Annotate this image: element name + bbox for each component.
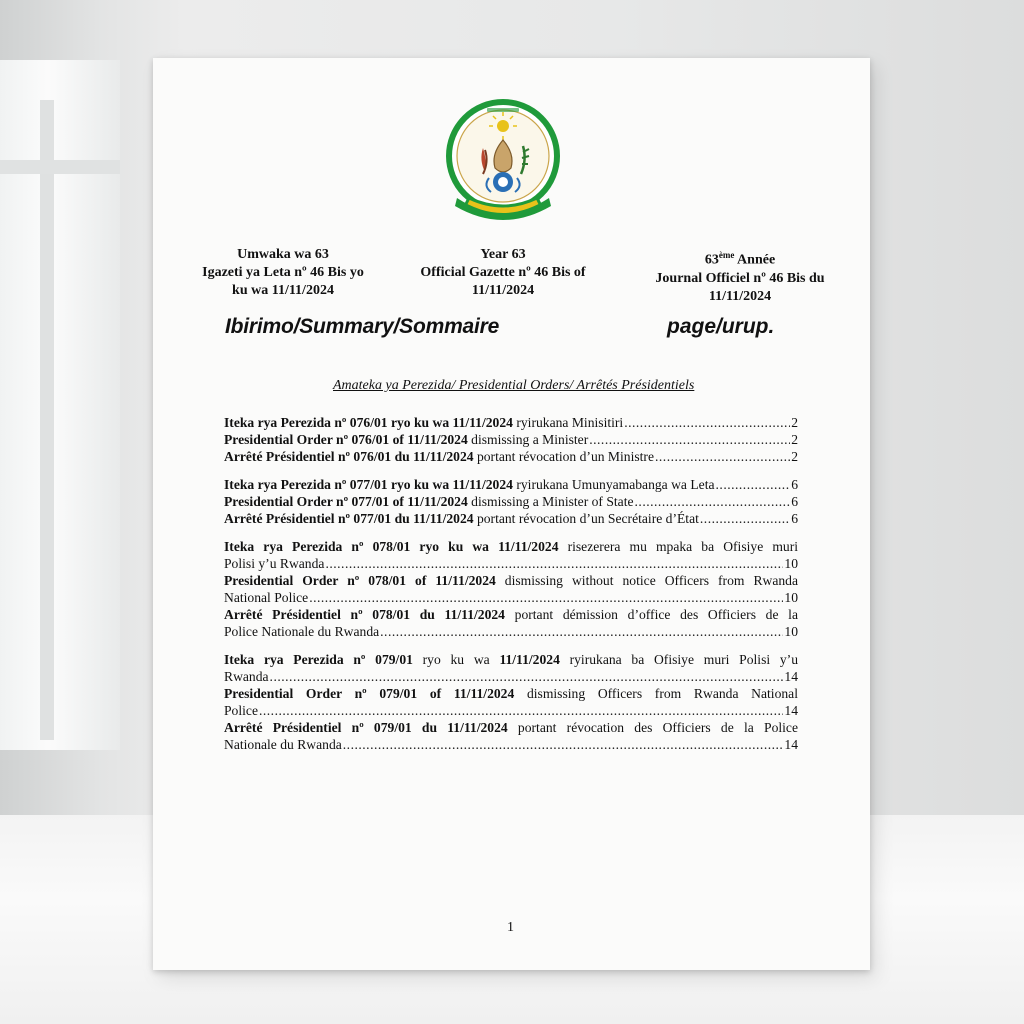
order-description: portant révocation d’un Secrétaire d’État [473, 511, 699, 526]
order-description: dismissing Officers from Rwanda National [514, 686, 798, 701]
toc-entry-text [224, 476, 715, 493]
year-superscript: ème [718, 250, 735, 260]
toc-item[interactable] [224, 538, 798, 572]
header-french-line: 11/11/2024 [708, 288, 772, 304]
toc-item[interactable] [224, 476, 798, 493]
order-description: ryirukana Minisitiri [512, 415, 624, 430]
dot-leader [343, 736, 784, 753]
toc-page-number: 2 [791, 415, 798, 430]
order-description: Nationale du Rwanda [224, 737, 342, 752]
toc-item[interactable] [224, 651, 798, 685]
order-reference: Arrêté Présidentiel nº 079/01 du 11/11/2024 [224, 720, 508, 735]
order-description: portant révocation d’un Ministre [473, 449, 654, 464]
toc-page-number: 10 [784, 624, 798, 639]
toc-item[interactable] [224, 431, 798, 448]
order-description: dismissing a Minister [467, 432, 589, 447]
toc-line [224, 668, 798, 685]
toc-line [224, 651, 798, 668]
order-reference: Arrêté Présidentiel nº 078/01 du 11/11/2024 [224, 607, 505, 622]
toc-page-number: 10 [784, 556, 798, 571]
header-french [640, 246, 840, 306]
toc-page-number: 10 [784, 590, 798, 605]
order-description: risezerera mu mpaka ba Ofisiye muri [558, 539, 798, 554]
rwanda-coat-of-arms-icon [443, 98, 563, 230]
header-kinyarwanda-line: Umwaka wa 63 [237, 247, 329, 262]
order-reference: Iteka rya Perezida nº 076/01 ryo ku wa 11/11/2024 [224, 415, 513, 430]
window-frame [40, 100, 54, 740]
toc-line [224, 589, 798, 606]
year-word: Année [734, 252, 776, 268]
toc-entry-text [224, 493, 634, 510]
toc-line [224, 431, 798, 448]
dot-leader [716, 476, 791, 493]
toc-item[interactable] [224, 510, 798, 527]
order-description: portant démission d’office des Officiers de la [504, 607, 798, 622]
toc-item[interactable] [224, 572, 798, 606]
summary-title: Ibirimo/Summary/Sommaire [225, 315, 500, 338]
toc-line [224, 555, 798, 572]
header-english-line: Year 63 [480, 247, 526, 262]
header-english-line: Official Gazette nº 46 Bis of [420, 265, 586, 280]
toc-item[interactable] [224, 414, 798, 431]
toc-page-number: 14 [784, 703, 798, 718]
window-bar [0, 160, 120, 174]
toc-line [224, 685, 798, 702]
toc-entry-text [224, 510, 699, 527]
toc-line [224, 448, 798, 465]
toc-page-number: 6 [791, 477, 798, 492]
toc-line [224, 510, 798, 527]
order-reference: Iteka rya Perezida nº 078/01 ryo ku wa 11/11/2024 [224, 539, 559, 554]
toc-page-number: 6 [791, 511, 798, 526]
dot-leader [635, 493, 791, 510]
dot-leader [259, 702, 783, 719]
toc-line [224, 623, 798, 640]
order-description: portant révocation des Officiers de la Police [507, 720, 798, 735]
toc-line [224, 702, 798, 719]
header-kinyarwanda [183, 246, 383, 300]
page-column-label: page/urup. [667, 315, 775, 338]
toc-page-number: 6 [791, 494, 798, 509]
toc-page-number: 2 [791, 449, 798, 464]
dot-leader [270, 668, 784, 685]
page-number: 1 [507, 920, 514, 935]
order-description: Police Nationale du Rwanda [224, 624, 380, 639]
dot-leader [655, 448, 790, 465]
order-reference: Arrêté Présidentiel nº 077/01 du 11/11/2024 [224, 511, 474, 526]
order-description: National Police [224, 590, 309, 605]
order-description: Polisi y’u Rwanda [224, 556, 325, 571]
order-reference: Iteka rya Perezida nº 079/01 [224, 652, 413, 667]
toc-group [224, 651, 798, 753]
toc-group [224, 476, 798, 527]
section-heading: Amateka ya Perezida/ Presidential Orders/ Arrêtés Présidentiels [333, 378, 695, 393]
toc-entry-text [224, 448, 654, 465]
toc-group [224, 538, 798, 640]
order-description: Rwanda [224, 669, 269, 684]
order-description: ryirukana ba Ofisiye muri Polisi y’u [559, 652, 798, 667]
order-description: dismissing without notice Officers from Rwanda [495, 573, 798, 588]
toc-entry-text [224, 414, 623, 431]
toc-line [224, 414, 798, 431]
dot-leader [700, 510, 790, 527]
toc-entry-text [224, 431, 588, 448]
dot-leader [589, 431, 790, 448]
order-description: dismissing a Minister of State [467, 494, 634, 509]
dot-leader [309, 589, 783, 606]
gazette-page [153, 58, 870, 970]
header-english [403, 246, 603, 300]
header-french-line: Journal Officiel nº 46 Bis du [655, 270, 825, 286]
toc-item[interactable] [224, 606, 798, 640]
order-reference: Presidential Order nº 076/01 of 11/11/2024 [224, 432, 468, 447]
order-reference: Iteka rya Perezida nº 077/01 ryo ku wa 11/11/2024 [224, 477, 513, 492]
toc-line [224, 606, 798, 623]
order-reference: Arrêté Présidentiel nº 076/01 du 11/11/2024 [224, 449, 474, 464]
header-kinyarwanda-line: ku wa 11/11/2024 [232, 283, 334, 298]
toc-item[interactable] [224, 719, 798, 753]
table-of-contents [224, 414, 798, 764]
order-reference: Presidential Order nº 077/01 of 11/11/2024 [224, 494, 468, 509]
order-reference: 11/11/2024 [499, 652, 560, 667]
header-kinyarwanda-line: Igazeti ya Leta nº 46 Bis yo [202, 265, 364, 280]
toc-line [224, 476, 798, 493]
dot-leader [624, 414, 790, 431]
toc-line [224, 538, 798, 555]
year-number: 63 [704, 252, 719, 268]
dot-leader [380, 623, 783, 640]
toc-line [224, 493, 798, 510]
order-reference: Presidential Order nº 078/01 of 11/11/2024 [224, 573, 496, 588]
toc-item[interactable] [224, 493, 798, 510]
dot-leader [325, 555, 783, 572]
order-description: Police [224, 703, 258, 718]
header-french-year [640, 246, 840, 270]
toc-item[interactable] [224, 448, 798, 465]
header-english-line: 11/11/2024 [471, 283, 535, 298]
order-description: ryirukana Umunyamabanga wa Leta [512, 477, 715, 492]
toc-group [224, 414, 798, 465]
order-reference: Presidential Order nº 079/01 of 11/11/2024 [224, 686, 515, 701]
toc-page-number: 14 [784, 669, 798, 684]
toc-page-number: 2 [791, 432, 798, 447]
toc-line [224, 736, 798, 753]
toc-page-number: 14 [784, 737, 798, 752]
toc-line [224, 719, 798, 736]
toc-item[interactable] [224, 685, 798, 719]
toc-line [224, 572, 798, 589]
order-description: ryo ku wa [412, 652, 500, 667]
